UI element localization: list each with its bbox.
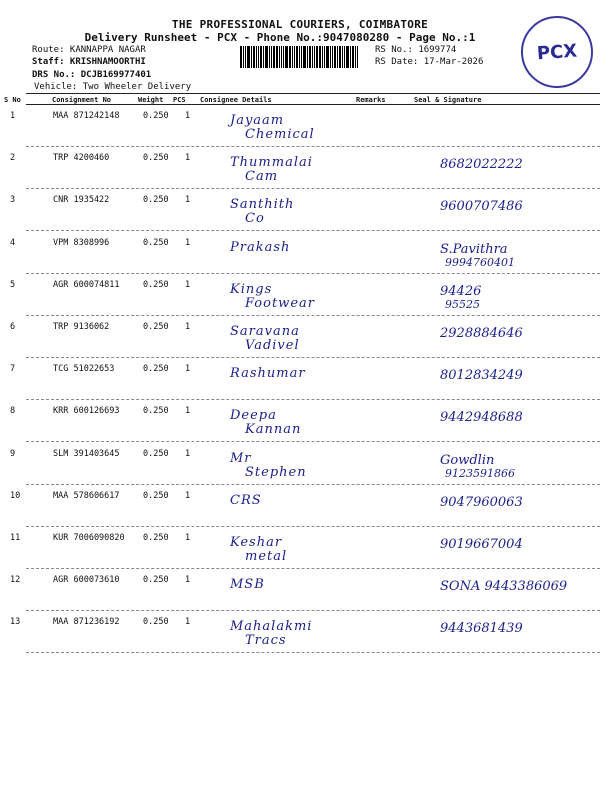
signature-text: 94426 — [440, 283, 482, 299]
rs-number: RS No.: 1699774 — [375, 45, 457, 55]
table-row — [0, 232, 600, 274]
table-row — [0, 527, 600, 569]
barcode-image — [240, 46, 368, 68]
pcs-value: 1 — [185, 364, 191, 375]
consignee-name-line2: Vadivel — [245, 338, 300, 353]
pcs-value: 1 — [185, 153, 191, 164]
pcs-value: 1 — [185, 448, 191, 459]
table-row — [0, 274, 600, 316]
table-row — [0, 611, 600, 653]
consignment-number: MAA 578606617 — [53, 490, 120, 501]
consignment-number: MAA 871242148 — [53, 111, 120, 121]
consignee-name-line2: Footwear — [245, 295, 315, 311]
consignee-name-line2: Kannan — [245, 422, 302, 438]
signature-text: SONA 9443386069 — [440, 579, 568, 595]
consignee-name-line1: Jayaam — [230, 113, 285, 128]
weight-value: 0.250 — [143, 533, 169, 543]
weight-value: 0.250 — [143, 364, 169, 375]
row-divider — [26, 652, 600, 653]
serial-number: 8 — [10, 406, 16, 417]
col-seal-signature: Seal & Signature — [414, 96, 482, 104]
route-label: Route: KANNAPPA NAGAR — [32, 45, 146, 55]
table-row — [0, 105, 600, 147]
consignee-name-line2: Chemical — [245, 127, 315, 142]
serial-number: 10 — [10, 490, 21, 501]
signature-text: 8012834249 — [440, 368, 523, 384]
serial-number: 3 — [10, 195, 16, 206]
serial-number: 5 — [10, 279, 16, 290]
drs-number: DRS No.: DCJB169977401 — [32, 70, 152, 80]
table-row — [0, 400, 600, 442]
runsheet-subtitle: Delivery Runsheet - PCX - Phone No.:9047080280 - Page No.:1 — [84, 31, 476, 44]
pcs-value: 1 — [185, 322, 191, 332]
consignment-number: CNR 1935422 — [53, 195, 110, 206]
serial-number: 12 — [10, 575, 21, 586]
serial-number: 13 — [10, 617, 21, 628]
consignee-name-line1: Santhith — [230, 197, 295, 213]
weight-value: 0.250 — [143, 279, 169, 290]
consignment-number: AGR 600074811 — [53, 279, 120, 290]
col-consignment: Consignment No — [52, 96, 112, 104]
weight-value: 0.250 — [143, 111, 169, 121]
consignee-name-line1: Rashumar — [230, 366, 306, 382]
pcs-value: 1 — [185, 237, 191, 248]
consignee-name-line1: Deepa — [230, 408, 277, 424]
consignee-name-line1: Thummalai — [230, 155, 313, 171]
company-title: THE PROFESSIONAL COURIERS, COIMBATORE — [171, 18, 429, 31]
consignee-name-line2: Stephen — [245, 464, 307, 480]
weight-value: 0.250 — [143, 406, 169, 417]
col-remarks: Remarks — [356, 96, 386, 104]
pcs-value: 1 — [185, 533, 191, 543]
serial-number: 9 — [10, 448, 16, 459]
pcs-value: 1 — [185, 490, 191, 501]
pcx-stamp: PCX — [519, 14, 596, 91]
consignee-name-line1: Saravana — [230, 324, 300, 339]
pcs-value: 1 — [185, 111, 191, 121]
table-row — [0, 189, 600, 231]
weight-value: 0.250 — [143, 490, 169, 501]
weight-value: 0.250 — [143, 322, 169, 332]
pcs-value: 1 — [185, 406, 191, 417]
signature-text: 9600707486 — [440, 199, 523, 215]
table-row — [0, 358, 600, 400]
consignment-number: TRP 9136062 — [53, 322, 110, 332]
signature-text: S.Pavithra — [440, 241, 508, 257]
serial-number: 4 — [10, 237, 16, 248]
consignee-name-line2: Cam — [245, 169, 279, 185]
signature-text: 9442948688 — [440, 410, 523, 426]
table-row — [0, 316, 600, 358]
serial-number: 2 — [10, 153, 16, 164]
col-weight: Weight — [138, 96, 164, 104]
serial-number: 11 — [10, 533, 21, 543]
col-sno: S No — [4, 96, 21, 104]
consignment-number: KUR 7006090820 — [53, 533, 125, 543]
consignee-name-line2: Co — [245, 211, 265, 227]
consignee-name-line1: Mr — [230, 450, 252, 466]
table-row — [0, 147, 600, 189]
header-divider — [26, 93, 600, 94]
weight-value: 0.250 — [143, 153, 169, 164]
weight-value: 0.250 — [143, 237, 169, 248]
consignment-number: TRP 4200460 — [53, 153, 110, 164]
consignee-name-line1: Prakash — [230, 239, 291, 255]
pcs-value: 1 — [185, 575, 191, 586]
consignment-number: SLM 391403645 — [53, 448, 120, 459]
serial-number: 7 — [10, 364, 16, 375]
signature-text: 9443681439 — [440, 621, 523, 637]
table-row — [0, 443, 600, 485]
col-pcs: PCS — [173, 96, 186, 104]
consignee-name-line2: Tracs — [245, 633, 287, 649]
signature-text: 9019667004 — [440, 537, 523, 552]
consignment-number: VPM 8308996 — [53, 237, 110, 248]
staff-label: Staff: KRISHNAMOORTHI — [32, 57, 146, 67]
consignee-name-line1: Mahalakmi — [230, 619, 313, 635]
weight-value: 0.250 — [143, 448, 169, 459]
signature-text: 2928884646 — [440, 326, 523, 341]
rs-date: RS Date: 17-Mar-2026 — [375, 57, 484, 67]
serial-number: 1 — [10, 111, 16, 121]
pcs-value: 1 — [185, 195, 191, 206]
consignee-name-line1: MSB — [230, 577, 265, 593]
signature-text: 9047960063 — [440, 494, 523, 510]
weight-value: 0.250 — [143, 195, 169, 206]
signature-text: 8682022222 — [440, 157, 523, 173]
serial-number: 6 — [10, 322, 16, 332]
table-row — [0, 569, 600, 611]
table-row — [0, 485, 600, 527]
pcs-value: 1 — [185, 617, 191, 628]
consignee-name-line1: CRS — [230, 492, 262, 508]
consignment-number: KRR 600126693 — [53, 406, 120, 417]
signature-text: Gowdlin — [440, 452, 495, 468]
signature-text-2: 9123591866 — [445, 466, 515, 480]
weight-value: 0.250 — [143, 617, 169, 628]
consignment-number: AGR 600073610 — [53, 575, 120, 586]
consignee-name-line2: metal — [245, 549, 288, 564]
signature-text-2: 95525 — [445, 297, 480, 311]
consignee-name-line1: Keshar — [230, 535, 283, 550]
vehicle-label: Vehicle: Two Wheeler Delivery — [34, 82, 192, 92]
signature-text-2: 9994760401 — [445, 255, 515, 269]
consignment-number: MAA 871236192 — [53, 617, 120, 628]
consignee-name-line1: Kings — [230, 281, 273, 297]
col-consignee: Consignee Details — [200, 96, 272, 104]
pcs-value: 1 — [185, 279, 191, 290]
weight-value: 0.250 — [143, 575, 169, 586]
consignment-number: TCG 51022653 — [53, 364, 115, 375]
